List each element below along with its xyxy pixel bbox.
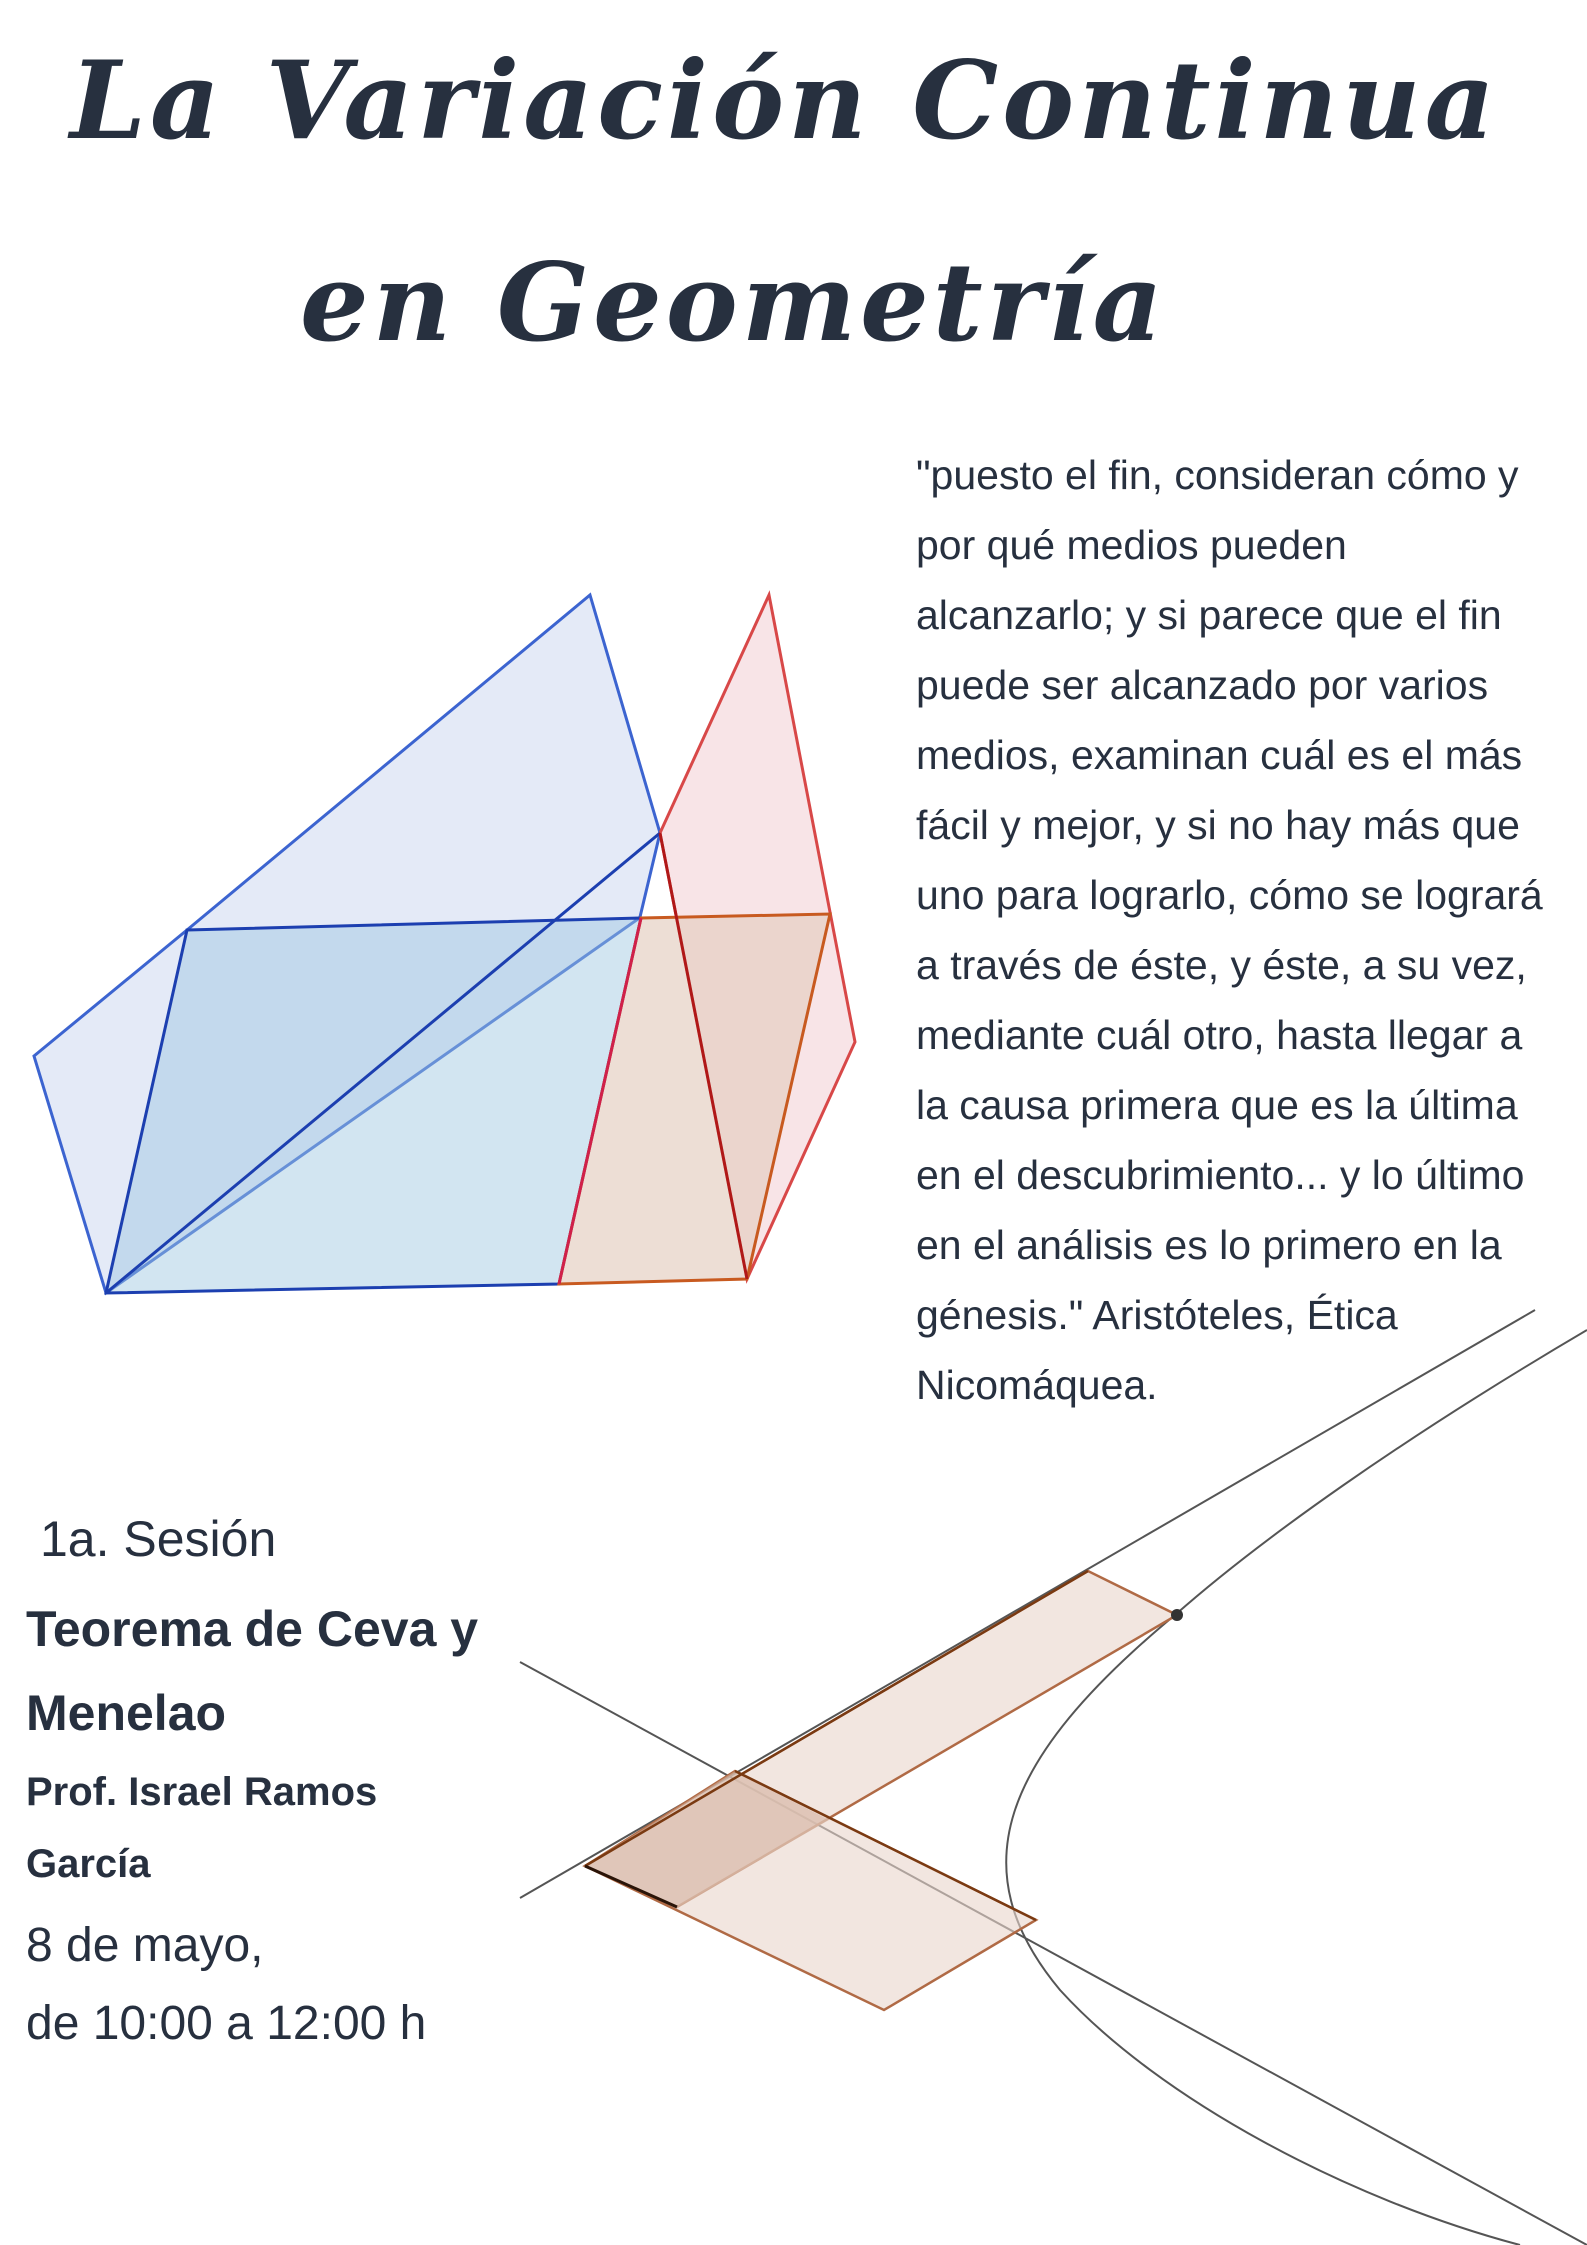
title-line-2: en Geometría [300, 240, 1167, 366]
quote-line: puede ser alcanzado por varios [916, 662, 1489, 708]
quote-line: fácil y mejor, y si no hay más que [916, 802, 1520, 848]
curve-point [1171, 1609, 1183, 1621]
professor-name-line-1: Prof. Israel Ramos [26, 1770, 378, 1814]
title-line-1: La Variación Continua [70, 38, 1499, 164]
quote-line: por qué medios pueden [916, 522, 1347, 568]
asymptote-line-2 [520, 1662, 1587, 2245]
hyperbola-figure [520, 1310, 1587, 2245]
session-label: 1a. Sesión [40, 1511, 277, 1567]
topic-title-line-2: Menelao [26, 1685, 227, 1741]
quote-line: a través de éste, y éste, a su vez, [916, 942, 1527, 988]
quote-line: en el descubrimiento... y lo último [916, 1152, 1525, 1198]
quote-line: génesis." Aristóteles, Ética [916, 1292, 1398, 1338]
quote-line: la causa primera que es la última [916, 1082, 1518, 1128]
event-time: de 10:00 a 12:00 h [26, 1997, 427, 2050]
quote-line: alcanzarlo; y si parece que el fin [916, 592, 1502, 638]
hyperbola-curve [1006, 1330, 1587, 2245]
quote-line: en el análisis es lo primero en la [916, 1222, 1502, 1268]
aristotle-quote [916, 440, 1576, 1420]
quote-line: mediante cuál otro, hasta llegar a [916, 1012, 1523, 1058]
blue-quadrilateral [106, 918, 641, 1293]
polygon-figure [34, 595, 855, 1293]
event-date: 8 de mayo, [26, 1919, 264, 1972]
professor-name-line-2: García [26, 1842, 151, 1886]
quote-line: medios, examinan cuál es el más [916, 732, 1523, 778]
topic-title-line-1: Teorema de Ceva y [26, 1601, 479, 1657]
quote-line: uno para lograrlo, cómo se logrará [916, 872, 1543, 918]
quote-line: "puesto el fin, consideran cómo y [916, 452, 1519, 498]
quote-line: Nicomáquea. [916, 1362, 1158, 1408]
